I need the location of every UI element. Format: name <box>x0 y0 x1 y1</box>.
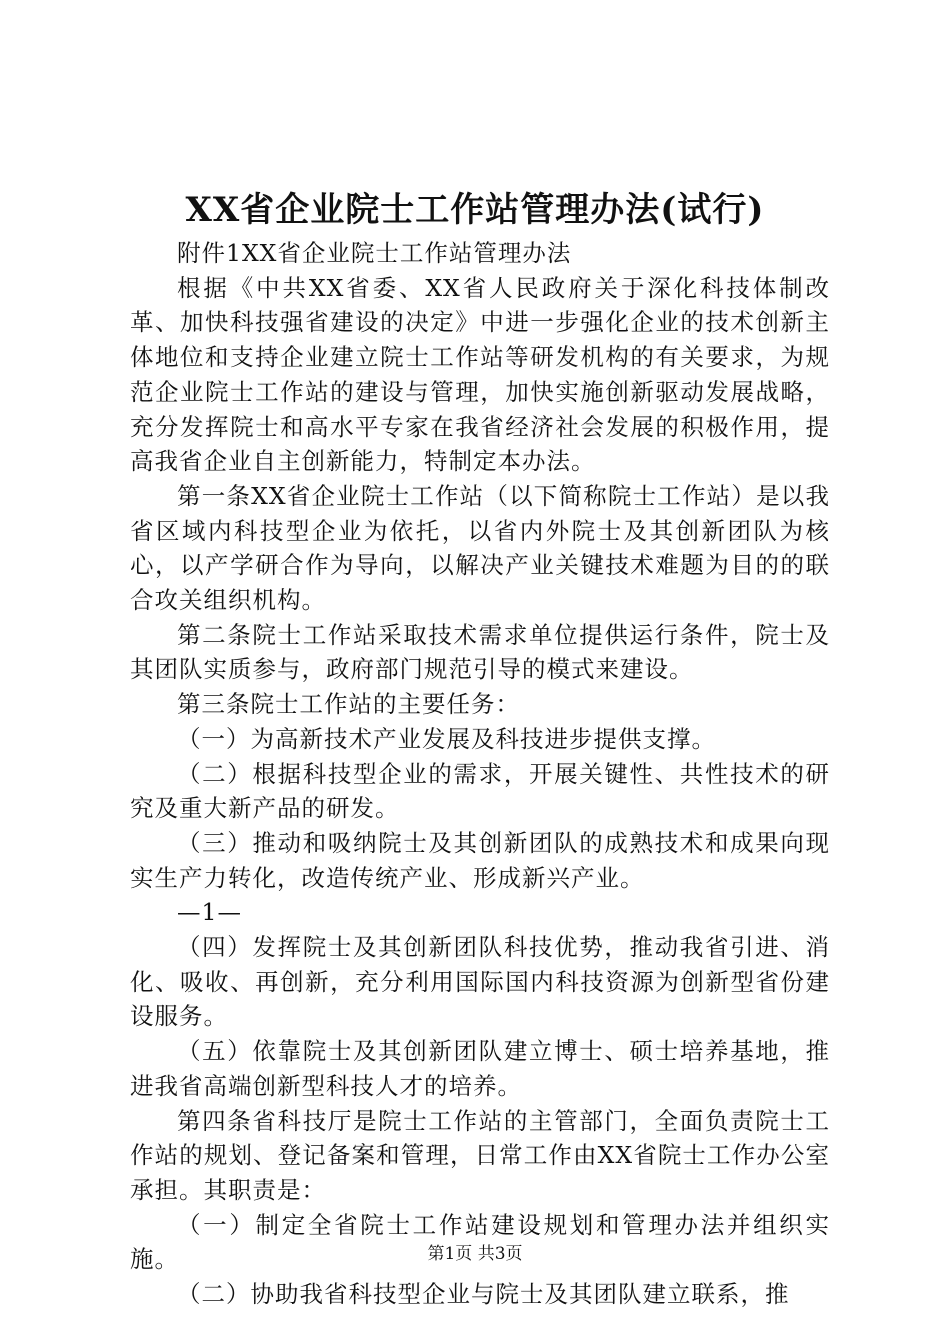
article-3-item-5: （五）依靠院士及其创新团队建立博士、硕士培养基地，推进我省高端创新型科技人才的培养。 <box>130 1037 830 1100</box>
article-4-paragraph: 第四条省科技厅是院士工作站的主管部门，全面负责院士工作站的规划、登记备案和管理，日常工作由XX省院士工作办公室承担。其职责是： <box>130 1106 830 1204</box>
page-footer: 第1页 共3页 <box>427 1244 523 1264</box>
article-1-paragraph: 第一条XX省企业院士工作站（以下简称院士工作站）是以我省区域内科技型企业为依托，以省内外院士及其创新团队为核心，以产学研合作为导向，以解决产业关键技术难题为目的的联合攻关组织机构。 <box>130 481 830 615</box>
attachment-line: 附件1XX省企业院士工作站管理办法 <box>177 239 572 267</box>
document-body <box>130 236 830 1312</box>
preamble-paragraph: 根据《中共XX省委、XX省人民政府关于深化科技体制改革、加快科技强省建设的决定》中进一步强化企业的技术创新主体地位和支持企业建立院士工作站等研发机构的有关要求，为规范企业院士工作站的建设与管理，加快实施创新驱动发展战略，充分发挥院士和高水平专家在我省经济社会发展的积极作用，提高我省企业自主创新能力，特制定本办法。 <box>130 273 830 476</box>
article-3-item-1: （一）为高新技术产业发展及科技进步提供支撑。 <box>177 724 716 753</box>
article-3-item-2: （二）根据科技型企业的需求，开展关键性、共性技术的研究及重大新产品的研发。 <box>130 759 830 823</box>
article-3-paragraph: 第三条院士工作站的主要任务： <box>177 690 520 719</box>
article-4-item-1: （一）制定全省院士工作站建设规划和管理办法并组织实施。 <box>130 1210 830 1274</box>
article-2-paragraph: 第二条院士工作站采取技术需求单位提供运行条件，院士及其团队实质参与，政府部门规范引导的模式来建设。 <box>130 620 830 684</box>
article-4-item-2: （二）协助我省科技型企业与院士及其团队建立联系，推 <box>177 1280 790 1309</box>
article-3-item-4: （四）发挥院士及其创新团队科技优势，推动我省引进、消化、吸收、再创新，充分利用国际国内科技资源为创新型省份建设服务。 <box>130 933 830 1031</box>
document-title: XX省企业院士工作站管理办法(试行) <box>185 190 765 230</box>
page-marker: —1— <box>177 898 242 927</box>
article-3-item-3: （三）推动和吸纳院士及其创新团队的成熟技术和成果向现实生产力转化，改造传统产业、形成新兴产业。 <box>130 828 830 892</box>
